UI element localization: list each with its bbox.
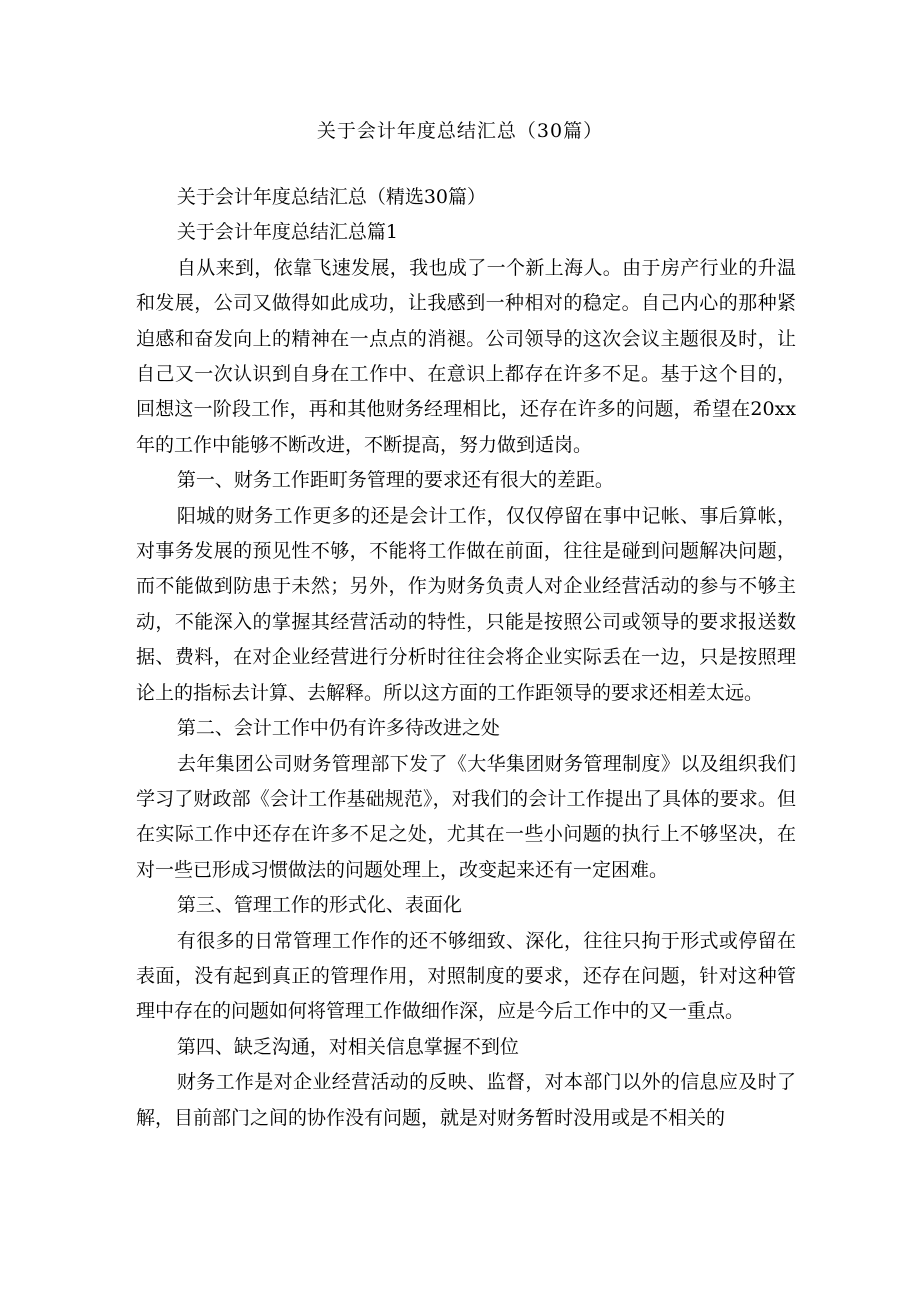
body-paragraph: 阳城的财务工作更多的还是会计工作，仅仅停留在事中记帐、事后算帐，对事务发展的预见性不够，不能将工作做在前面，往往是碰到问题解决问题，而不能做到防患于未然；另外，作为财务负责人对企业经营活动的参与不够主动，不能深入的掌握其经营活动的特性，只能是按照公司或领导的要求报送数据、费料，在对企业经营进行分析时往往会将企业实际丢在一边，只是按照理论上的指标去计算、去解释。所以这方面的工作距领导的要求还相差太远。 [136, 504, 796, 704]
body-paragraph: 财务工作是对企业经营活动的反映、监督，对本部门以外的信息应及时了解，目前部门之间的协作没有问题，就是对财务暂时没用或是不相关的 [136, 1071, 796, 1129]
point-heading: 第四、缺乏沟通，对相关信息掌握不到位 [176, 1035, 519, 1058]
body-paragraph: 自从来到，依靠飞速发展，我也成了一个新上海人。由于房产行业的升温和发展，公司又做得如此成功，让我感到一种相对的稳定。自己内心的那种紧迫感和奋发向上的精神在一点点的消褪。公司领导的这次会议主题很及时，让自己又一次认识到自身在工作中、在意识上都存在许多不足。基于这个目的，回想这一阶段工作，再和其他财务经理相比，还存在许多的问题，希望在20xx年的工作中能够不断改进，不断提高，努力做到适岗。 [136, 256, 796, 456]
point-heading: 第二、会计工作中仍有许多待改进之处 [176, 717, 500, 740]
document-body [136, 180, 796, 1136]
body-paragraph: 去年集团公司财务管理部下发了《大华集团财务管理制度》以及组织我们学习了财政部《会计工作基础规范》，对我们的会计工作提出了具体的要求。但在实际工作中还存在许多不足之处，尤其在一些小问题的执行上不够坚决，在对一些已形成习惯做法的问题处理上，改变起来还有一定困难。 [136, 752, 796, 881]
subtitle: 关于会计年度总结汇总（精选30篇） [176, 186, 487, 208]
point-heading: 第一、财务工作距町务管理的要求还有很大的差距。 [176, 469, 614, 492]
point-heading: 第三、管理工作的形式化、表面化 [176, 894, 462, 917]
body-paragraph: 有很多的日常管理工作作的还不够细致、深化，往往只拘于形式或停留在表面，没有起到真正的管理作用，对照制度的要求，还存在问题，针对这种管理中存在的问题如何将管理工作做细作深，应是今后工作中的又一重点。 [136, 929, 796, 1023]
document-title: 关于会计年度总结汇总（30篇） [316, 120, 604, 142]
section-heading: 关于会计年度总结汇总篇1 [176, 221, 398, 244]
